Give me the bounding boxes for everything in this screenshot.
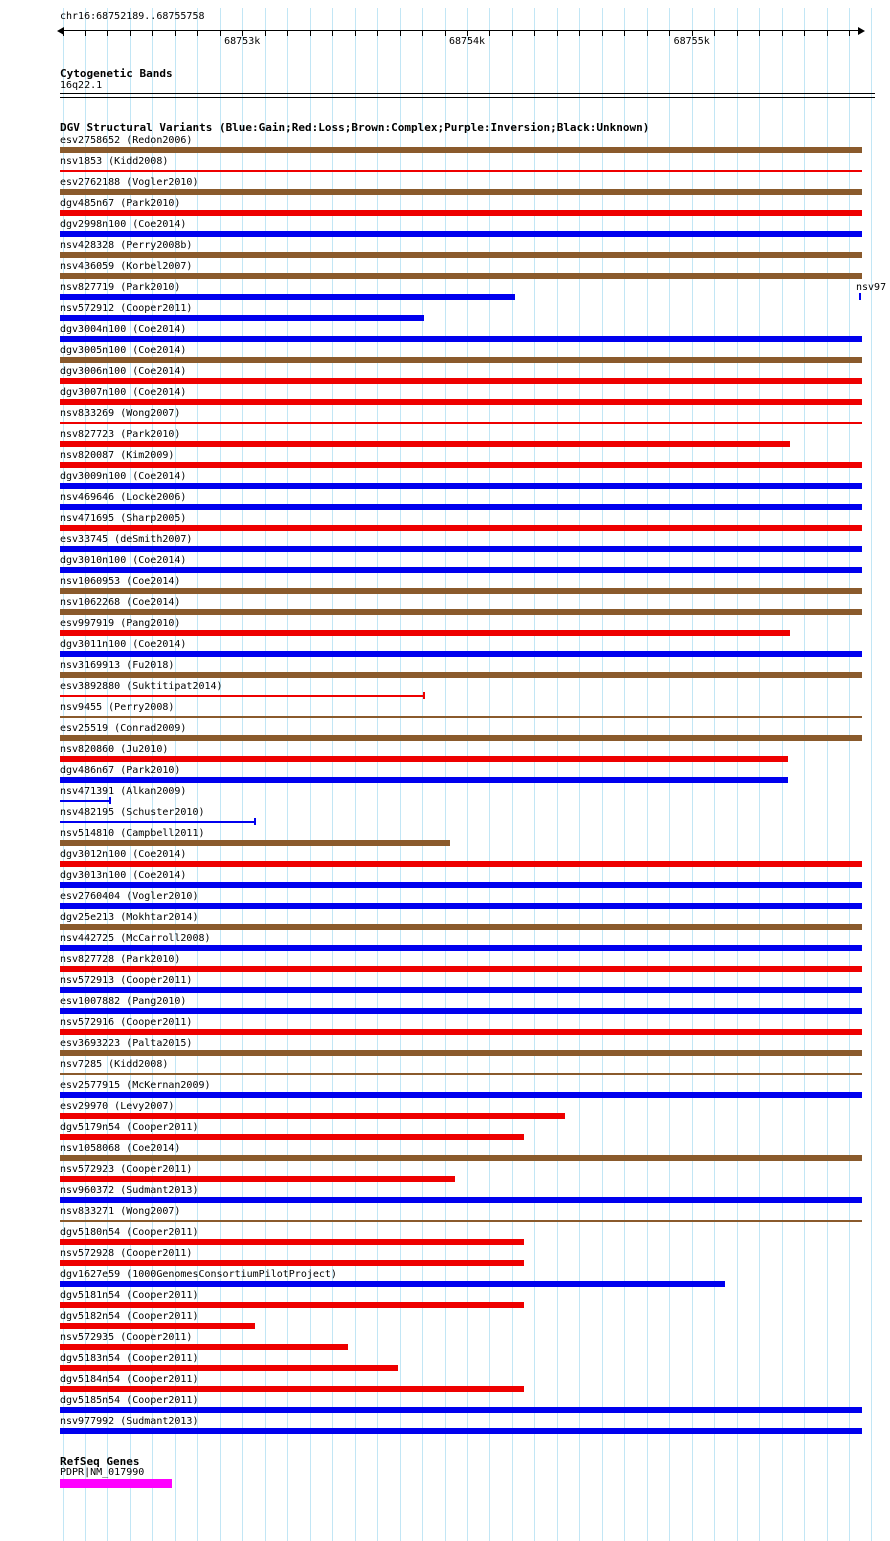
variant-bar[interactable] xyxy=(60,252,862,258)
variant-label: dgv3006n100 (Coe2014) xyxy=(60,366,187,377)
variant-label: dgv3009n100 (Coe2014) xyxy=(60,471,187,482)
grid-line xyxy=(377,8,378,1541)
grid-line xyxy=(512,8,513,1541)
variant-bar[interactable] xyxy=(60,462,862,468)
variant-label: nsv471695 (Sharp2005) xyxy=(60,513,187,524)
variant-label: dgv5182n54 (Cooper2011) xyxy=(60,1311,199,1322)
variant-label: nsv572913 (Cooper2011) xyxy=(60,975,193,986)
grid-line xyxy=(804,8,805,1541)
variant-bar[interactable] xyxy=(60,315,424,321)
ruler-tick xyxy=(827,31,828,36)
variant-label: nsv820087 (Kim2009) xyxy=(60,450,175,461)
grid-line xyxy=(534,8,535,1541)
variant-bar[interactable] xyxy=(60,945,862,951)
variant-label: esv2760404 (Vogler2010) xyxy=(60,891,199,902)
variant-bar[interactable] xyxy=(60,1029,862,1035)
grid-line xyxy=(849,8,850,1541)
variant-bar[interactable] xyxy=(60,1220,862,1222)
variant-bar[interactable] xyxy=(60,756,788,762)
variant-bar[interactable] xyxy=(60,1197,862,1203)
variant-label: nsv572912 (Cooper2011) xyxy=(60,303,193,314)
variant-label: dgv3004n100 (Coe2014) xyxy=(60,324,187,335)
grid-line xyxy=(242,8,243,1541)
variant-bar[interactable] xyxy=(60,1155,862,1161)
variant-label: nsv1060953 (Coe2014) xyxy=(60,576,181,587)
variant-bar[interactable] xyxy=(60,777,788,783)
variant-label: dgv1627e59 (1000GenomesConsortiumPilotProject) xyxy=(60,1269,337,1280)
variant-label: nsv442725 (McCarroll2008) xyxy=(60,933,211,944)
ruler-tick xyxy=(647,31,648,36)
variant-label: nsv428328 (Perry2008b) xyxy=(60,240,193,251)
variant-bar[interactable] xyxy=(60,800,110,802)
variant-bar[interactable] xyxy=(60,987,862,993)
variant-bar[interactable] xyxy=(60,378,862,384)
variant-label: nsv960372 (Sudmant2013) xyxy=(60,1185,199,1196)
variant-label: dgv5183n54 (Cooper2011) xyxy=(60,1353,199,1364)
ruler-tick xyxy=(63,31,64,36)
variant-label: nsv3169913 (Fu2018) xyxy=(60,660,175,671)
variant-bar[interactable] xyxy=(60,695,424,697)
cytoband-graphic xyxy=(60,93,875,98)
position-label: chr16:68752189..68755758 xyxy=(60,11,205,22)
ruler-kb-label: 68753k xyxy=(224,36,261,47)
variant-label: nsv1058068 (Coe2014) xyxy=(60,1143,181,1154)
ruler-tick xyxy=(512,31,513,36)
ruler-tick xyxy=(557,31,558,36)
grid-line xyxy=(557,8,558,1541)
variant-label: nsv833269 (Wong2007) xyxy=(60,408,181,419)
grid-line xyxy=(624,8,625,1541)
grid-line xyxy=(287,8,288,1541)
grid-line xyxy=(602,8,603,1541)
ruler-tick xyxy=(377,31,378,36)
variant-label: dgv5180n54 (Cooper2011) xyxy=(60,1227,199,1238)
variant-bar[interactable] xyxy=(60,441,790,447)
grid-line xyxy=(265,8,266,1541)
grid-line xyxy=(489,8,490,1541)
variant-bar[interactable] xyxy=(60,1092,862,1098)
variant-label: dgv3005n100 (Coe2014) xyxy=(60,345,187,356)
variant-bar[interactable] xyxy=(60,399,862,405)
edge-variant-tick[interactable] xyxy=(859,293,861,300)
variant-bar[interactable] xyxy=(60,1113,565,1119)
variant-bar[interactable] xyxy=(60,1008,862,1014)
variant-label: esv2758652 (Redon2006) xyxy=(60,135,193,146)
variant-label: dgv2998n100 (Coe2014) xyxy=(60,219,187,230)
variant-end-tick xyxy=(109,797,111,804)
variant-label: dgv3010n100 (Coe2014) xyxy=(60,555,187,566)
variant-bar[interactable] xyxy=(60,210,862,216)
variant-bar[interactable] xyxy=(60,294,515,300)
variant-bar[interactable] xyxy=(60,1239,524,1245)
variant-label: nsv572923 (Cooper2011) xyxy=(60,1164,193,1175)
variant-label: esv3693223 (Palta2015) xyxy=(60,1038,193,1049)
variant-bar[interactable] xyxy=(60,840,450,846)
variant-bar[interactable] xyxy=(60,273,862,279)
variant-bar[interactable] xyxy=(60,357,862,363)
variant-label: nsv572935 (Cooper2011) xyxy=(60,1332,193,1343)
ruler-tick xyxy=(602,31,603,36)
grid-line xyxy=(355,8,356,1541)
variant-bar[interactable] xyxy=(60,525,862,531)
variant-bar[interactable] xyxy=(60,504,862,510)
variant-label: esv29970 (Levy2007) xyxy=(60,1101,175,1112)
variant-bar[interactable] xyxy=(60,1281,725,1287)
variant-bar[interactable] xyxy=(60,483,862,489)
variant-bar[interactable] xyxy=(60,546,862,552)
cytoband-label: 16q22.1 xyxy=(60,80,103,91)
ruler-tick xyxy=(107,31,108,36)
grid-line xyxy=(669,8,670,1541)
ruler-tick xyxy=(737,31,738,36)
variant-label: nsv827728 (Park2010) xyxy=(60,954,181,965)
ruler-tick xyxy=(400,31,401,36)
variant-label: esv3892880 (Suktitipat2014) xyxy=(60,681,223,692)
ruler-tick xyxy=(355,31,356,36)
ruler-tick xyxy=(759,31,760,36)
variant-label: nsv469646 (Locke2006) xyxy=(60,492,187,503)
variant-bar[interactable] xyxy=(60,1323,255,1329)
variant-bar[interactable] xyxy=(60,422,862,424)
variant-label: dgv5184n54 (Cooper2011) xyxy=(60,1374,199,1385)
variant-label: esv2762188 (Vogler2010) xyxy=(60,177,199,188)
refseq-section-title: RefSeq Genes xyxy=(60,1455,140,1468)
variant-bar[interactable] xyxy=(60,1365,398,1371)
variant-bar[interactable] xyxy=(60,567,862,573)
ruler-kb-label: 68755k xyxy=(673,36,710,47)
variant-bar[interactable] xyxy=(60,861,862,867)
variant-bar[interactable] xyxy=(60,1050,862,1056)
variant-label: dgv5181n54 (Cooper2011) xyxy=(60,1290,199,1301)
ruler-tick xyxy=(332,31,333,36)
variant-label: dgv5185n54 (Cooper2011) xyxy=(60,1395,199,1406)
variant-bar[interactable] xyxy=(60,1302,524,1308)
ruler-kb-label: 68754k xyxy=(448,36,486,47)
variant-bar[interactable] xyxy=(60,924,862,930)
variant-bar[interactable] xyxy=(60,651,862,657)
variant-bar[interactable] xyxy=(60,821,255,823)
ruler-tick xyxy=(310,31,311,36)
ruler-line[interactable] xyxy=(64,30,858,31)
variant-end-tick xyxy=(254,818,256,825)
ruler-tick xyxy=(152,31,153,36)
cytobands-section-title: Cytogenetic Bands xyxy=(60,67,173,80)
variant-end-tick xyxy=(423,692,425,699)
variant-bar[interactable] xyxy=(60,1176,455,1182)
grid-line xyxy=(332,8,333,1541)
variant-bar[interactable] xyxy=(60,966,862,972)
variant-label: dgv485n67 (Park2010) xyxy=(60,198,181,209)
variant-bar[interactable] xyxy=(60,189,862,195)
edge-variant-label: nsv97 xyxy=(856,282,887,293)
variant-label: dgv3012n100 (Coe2014) xyxy=(60,849,187,860)
grid-line xyxy=(400,8,401,1541)
variant-bar[interactable] xyxy=(60,1428,862,1434)
ruler-tick xyxy=(782,31,783,36)
variant-label: nsv827719 (Park2010) xyxy=(60,282,181,293)
variant-bar[interactable] xyxy=(60,1344,348,1350)
variant-bar[interactable] xyxy=(60,735,862,741)
variant-label: nsv436059 (Korbel2007) xyxy=(60,261,193,272)
grid-line xyxy=(737,8,738,1541)
variant-label: esv997919 (Pang2010) xyxy=(60,618,181,629)
ruler-tick xyxy=(422,31,423,36)
variant-label: nsv482195 (Schuster2010) xyxy=(60,807,205,818)
variant-label: dgv5179n54 (Cooper2011) xyxy=(60,1122,199,1133)
ruler-tick xyxy=(804,31,805,36)
variant-bar[interactable] xyxy=(60,716,862,718)
ruler-tick xyxy=(287,31,288,36)
grid-line xyxy=(692,8,693,1541)
grid-line xyxy=(782,8,783,1541)
grid-line xyxy=(827,8,828,1541)
variant-label: nsv1853 (Kidd2008) xyxy=(60,156,169,167)
variant-label: nsv514810 (Campbell2011) xyxy=(60,828,205,839)
variant-bar[interactable] xyxy=(60,903,862,909)
variant-label: nsv572928 (Cooper2011) xyxy=(60,1248,193,1259)
variant-label: nsv820860 (Ju2010) xyxy=(60,744,169,755)
gene-label: PDPR|NM_017990 xyxy=(60,1467,145,1478)
variant-bar[interactable] xyxy=(60,231,862,237)
variant-label: nsv833271 (Wong2007) xyxy=(60,1206,181,1217)
ruler-tick xyxy=(197,31,198,36)
variant-bar[interactable] xyxy=(60,609,862,615)
variant-label: esv1007882 (Pang2010) xyxy=(60,996,187,1007)
variant-label: nsv827723 (Park2010) xyxy=(60,429,181,440)
ruler-tick xyxy=(849,31,850,36)
variant-label: dgv486n67 (Park2010) xyxy=(60,765,181,776)
variant-bar[interactable] xyxy=(60,672,862,678)
variant-label: nsv9455 (Perry2008) xyxy=(60,702,175,713)
grid-line xyxy=(445,8,446,1541)
variant-label: nsv7285 (Kidd2008) xyxy=(60,1059,169,1070)
gene-bar[interactable] xyxy=(60,1479,172,1488)
variant-bar[interactable] xyxy=(60,1386,524,1392)
ruler-tick xyxy=(579,31,580,36)
variant-label: dgv3011n100 (Coe2014) xyxy=(60,639,187,650)
grid-line xyxy=(871,8,872,1541)
ruler-tick xyxy=(534,31,535,36)
scroll-right-arrow-icon[interactable] xyxy=(858,27,865,35)
variant-label: nsv471391 (Alkan2009) xyxy=(60,786,187,797)
grid-line xyxy=(714,8,715,1541)
variant-bar[interactable] xyxy=(60,1260,524,1266)
variant-bar[interactable] xyxy=(60,336,862,342)
ruler-tick xyxy=(175,31,176,36)
variant-bar[interactable] xyxy=(60,1073,862,1075)
variant-bar[interactable] xyxy=(60,630,790,636)
variant-label: nsv572916 (Cooper2011) xyxy=(60,1017,193,1028)
dgv-section-title: DGV Structural Variants (Blue:Gain;Red:Loss;Brown:Complex;Purple:Inversion;Black:Unknown) xyxy=(60,121,650,134)
variant-label: dgv25e213 (Mokhtar2014) xyxy=(60,912,199,923)
ruler-tick xyxy=(624,31,625,36)
grid-line xyxy=(310,8,311,1541)
variant-label: esv25519 (Conrad2009) xyxy=(60,723,187,734)
ruler-tick xyxy=(130,31,131,36)
variant-bar[interactable] xyxy=(60,147,862,153)
variant-label: esv33745 (deSmith2007) xyxy=(60,534,193,545)
grid-line xyxy=(759,8,760,1541)
variant-label: nsv977992 (Sudmant2013) xyxy=(60,1416,199,1427)
variant-bar[interactable] xyxy=(60,1407,862,1413)
variant-label: dgv3007n100 (Coe2014) xyxy=(60,387,187,398)
variant-label: nsv1062268 (Coe2014) xyxy=(60,597,181,608)
grid-line xyxy=(579,8,580,1541)
ruler-tick xyxy=(85,31,86,36)
variant-bar[interactable] xyxy=(60,170,862,172)
variant-bar[interactable] xyxy=(60,1134,524,1140)
variant-label: dgv3013n100 (Coe2014) xyxy=(60,870,187,881)
variant-label: esv2577915 (McKernan2009) xyxy=(60,1080,211,1091)
variant-bar[interactable] xyxy=(60,588,862,594)
grid-line xyxy=(647,8,648,1541)
grid-line xyxy=(220,8,221,1541)
variant-bar[interactable] xyxy=(60,882,862,888)
grid-line xyxy=(467,8,468,1541)
grid-line xyxy=(422,8,423,1541)
